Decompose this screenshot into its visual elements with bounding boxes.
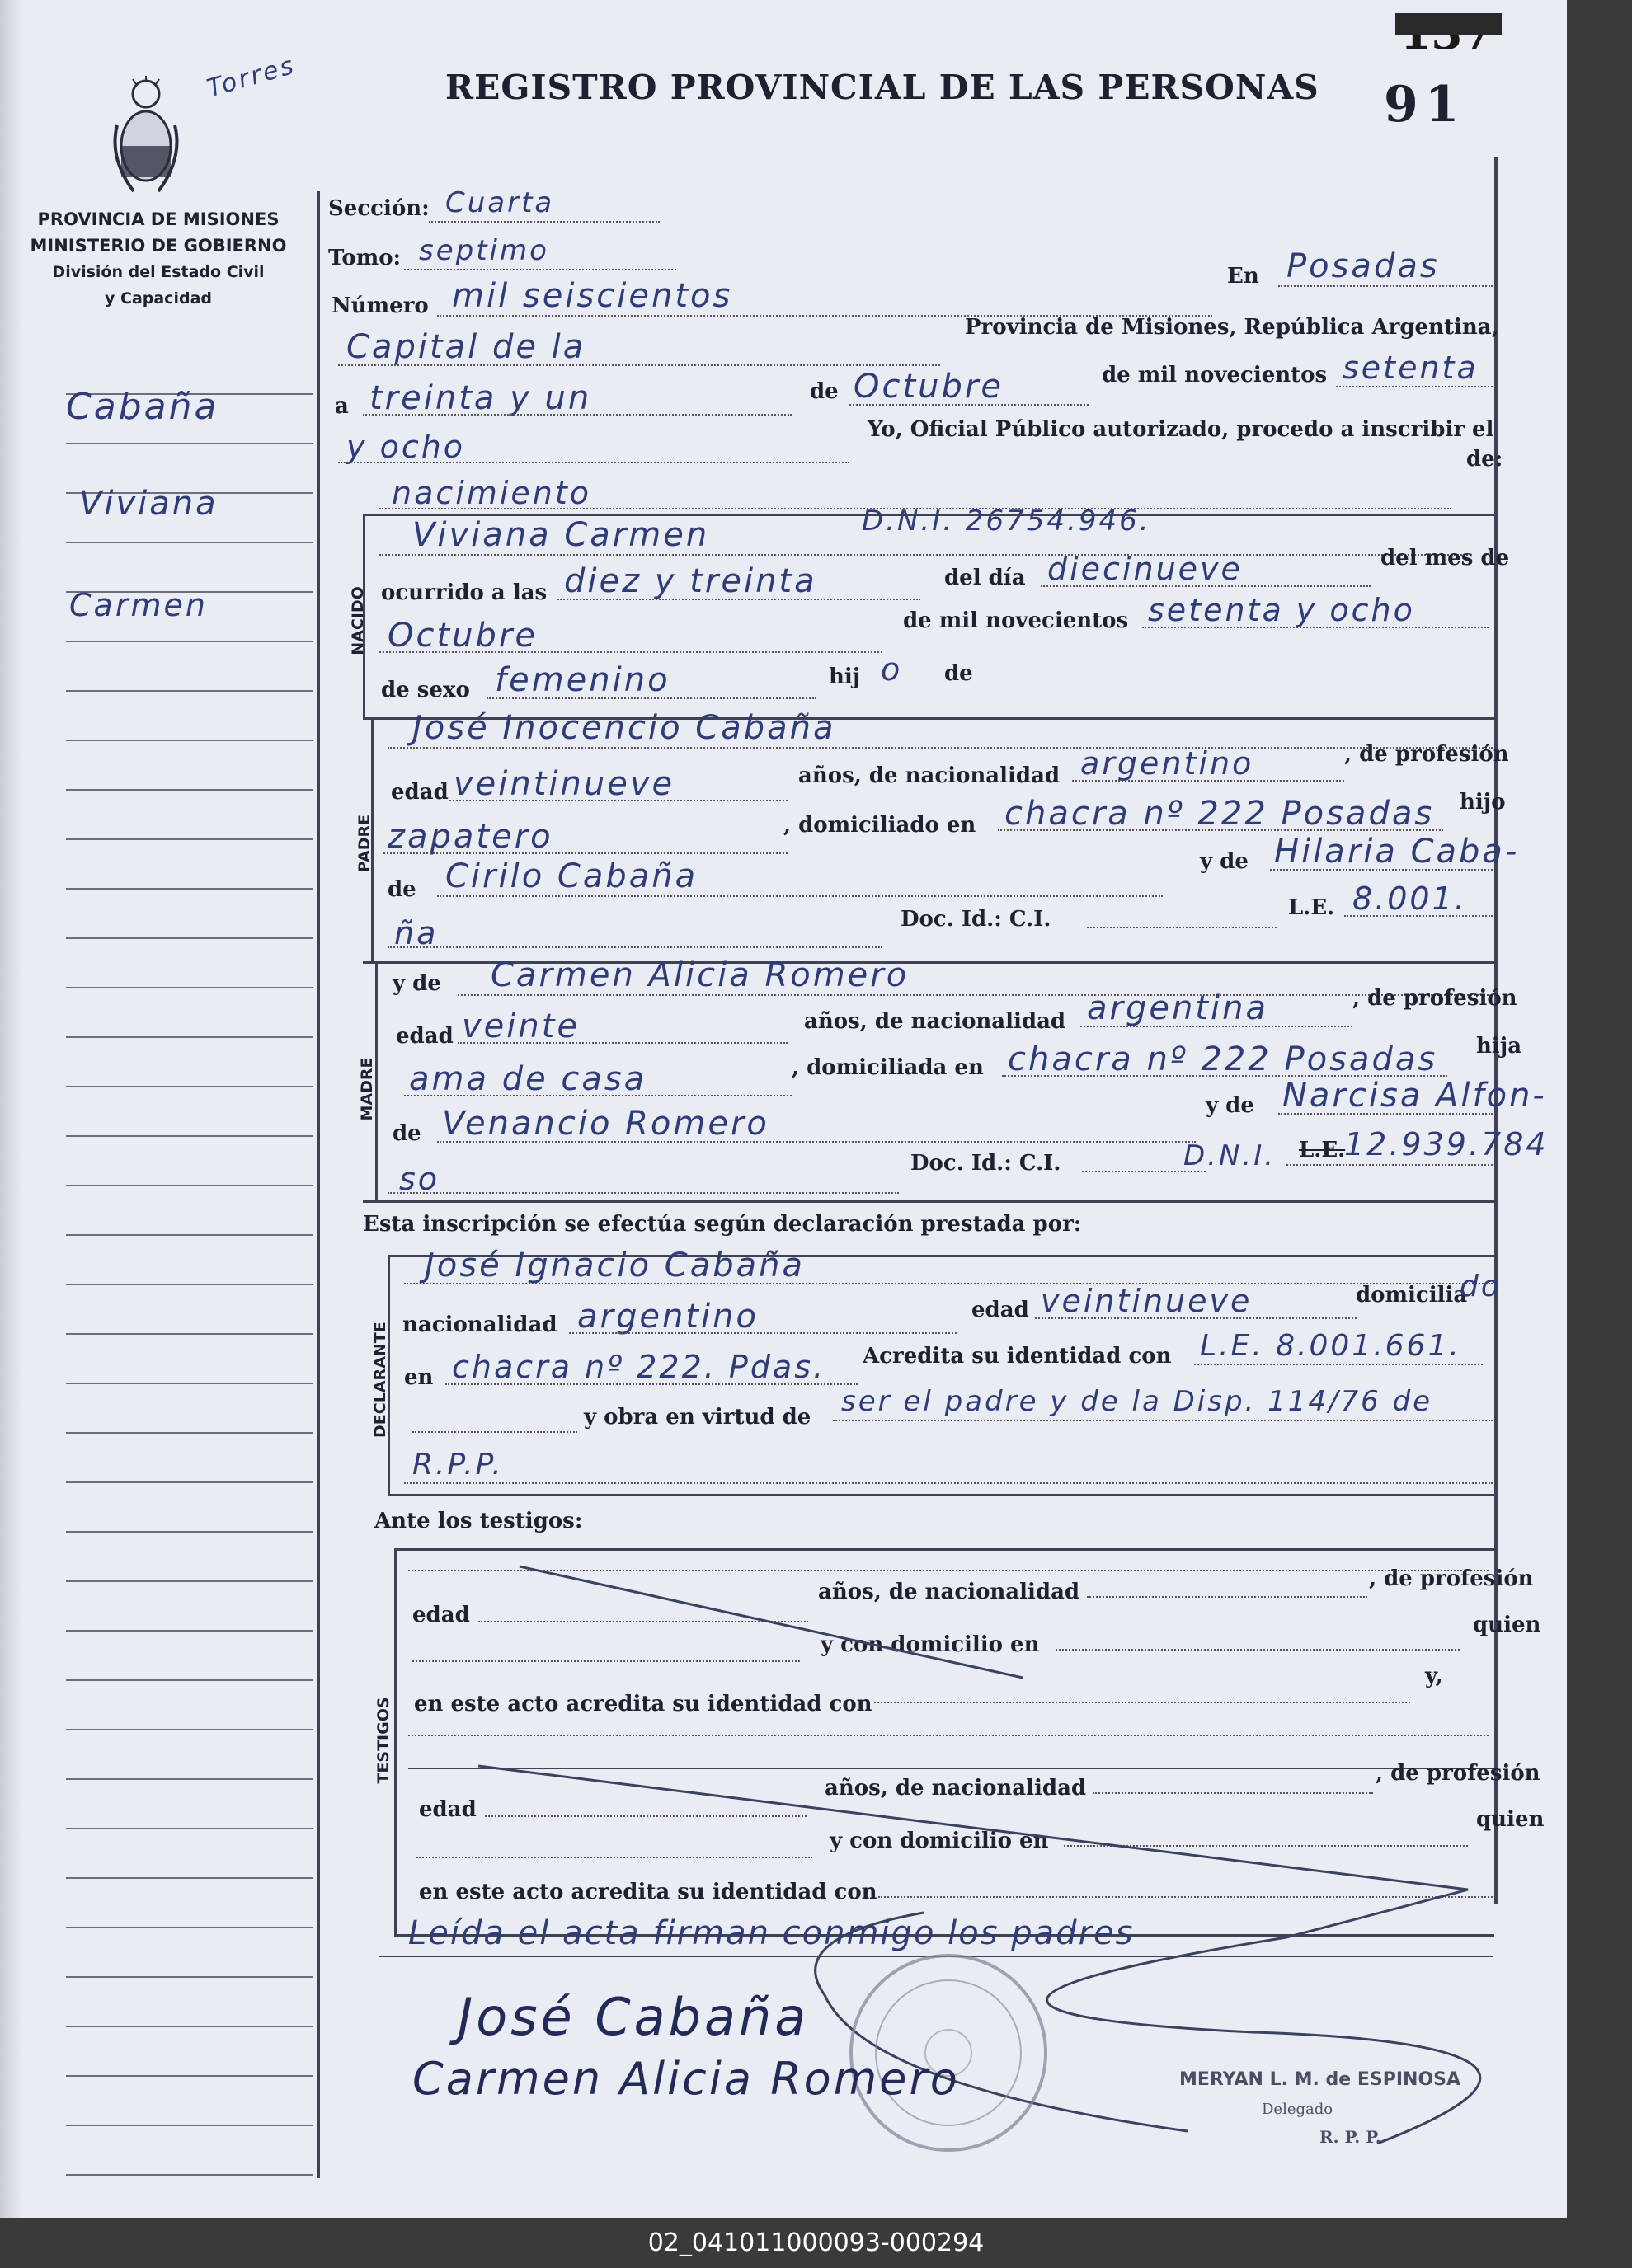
declarante-address: chacra nº 222. Pdas. [452,1349,826,1385]
declarante-virtud: ser el padre y de la Disp. 114/76 de [841,1385,1433,1418]
declarante-acredita-label: Acredita su identidad con [863,1344,1172,1369]
madre-profesion-label: , de profesión [1352,986,1517,1011]
en-value: Posadas [1286,247,1440,285]
signature-mother: Carmen Alicia Romero [412,2053,960,2105]
declarante-domicilia-label: domicilia [1356,1283,1468,1308]
padre-age: veintinueve [454,765,675,803]
padre-yde-label: y de [1200,849,1249,874]
seccion-label: Sección: [328,196,430,221]
tomo-label: Tomo: [328,246,402,270]
sexo-label: de sexo [381,678,470,702]
testigo1-acredita-label: en este acto acredita su identidad con [414,1692,872,1716]
folio-number: 91 [1384,76,1466,134]
madre-de-label: de [393,1121,421,1146]
acto-value: nacimiento [392,475,592,511]
section-label-padre: PADRE [355,814,374,873]
madre-mother-name: Narcisa Alfon- [1282,1077,1547,1115]
testigo1-profesion-label: , de profesión [1369,1566,1534,1591]
margin-ruled-column [25,346,322,2193]
padre-le-number: 8.001. [1352,880,1467,917]
madre-name: Carmen Alicia Romero [491,956,910,994]
closing-statement: Leída el acta firman conmigo los padres [408,1914,1135,1952]
ante-testigos-label: Ante los testigos: [374,1509,583,1533]
madre-father-name: Venancio Romero [442,1105,769,1143]
declaracion-text: Esta inscripción se efectúa según declaración prestada por: [363,1212,1082,1237]
folio-number-crossed [1400,7,1493,59]
padre-anios-label: años, de nacionalidad [798,763,1061,788]
madre-profession: ama de casa [409,1060,647,1098]
margin-second-name: Carmen [69,587,208,623]
testigo1-anios-label: años, de nacionalidad [818,1580,1080,1604]
provincia-label: Provincia de Misiones, República Argentina, [965,315,1499,340]
margin-first-name: Viviana [79,485,219,523]
del-mes-label: del mes de [1380,546,1510,571]
padre-domicilio-label: , domiciliado en [783,813,976,838]
padre-address: chacra nº 222 Posadas [1004,795,1435,833]
declarante-age: veintinueve [1041,1283,1253,1319]
nacido-hour: diez y treinta [564,562,817,600]
tomo-value: septimo [419,234,549,267]
testigo2-acredita-label: en este acto acredita su identidad con [419,1880,877,1904]
nacido-sex: femenino [495,661,670,699]
testigo2-edad-label: edad [419,1797,477,1822]
padre-edad-label: edad [391,780,449,805]
testigo2-domicilio-label: y con domicilio en [830,1829,1049,1853]
testigo1-quien-label: quien [1473,1613,1541,1637]
signature-father: José Cabaña [458,1987,810,2047]
nacido-mil-label: de mil novecientos [903,608,1129,633]
section-label-madre: MADRE [358,1057,376,1121]
madre-document-number: 12.939.784 [1344,1126,1549,1162]
registry-year-b: y ocho [346,429,466,465]
testigo1-edad-label: edad [412,1603,470,1627]
de-colon-label: de: [1466,447,1503,472]
seccion-value: Cuarta [445,186,555,219]
nacido-de-label: de [944,661,973,686]
registry-day: treinta y un [369,379,592,417]
madre-age: veinte [462,1007,581,1045]
official-name-stamp: MERYAN L. M. de ESPINOSA [1179,2069,1461,2090]
section-label-declarante: DECLARANTE [371,1322,389,1438]
frame-left-line [317,191,320,2178]
official-title: Delegado [1262,2101,1333,2118]
nacido-month: Octubre [388,617,538,655]
madre-dni-label: D.N.I. [1183,1139,1277,1172]
de-label: de [810,379,839,404]
padre-hijo-label: hijo [1460,790,1506,815]
madre-doc-label: Doc. Id.: C.I. [910,1151,1061,1176]
hijo-label: hij [829,664,861,689]
padre-father-name: Cirilo Cabaña [445,857,698,895]
padre-le-label: L.E. [1288,895,1335,920]
madre-hija-label: hija [1476,1034,1522,1059]
madre-edad-label: edad [396,1024,454,1049]
testigo1-domicilio-label: y con domicilio en [821,1632,1040,1657]
padre-de-label: de [388,877,416,902]
ocurrido-label: ocurrido a las [381,580,548,605]
nacido-dni: D.N.I. 26754.946. [862,505,1151,538]
anio-label: de mil novecientos [1102,363,1328,387]
madre-anios-label: años, de nacionalidad [804,1009,1066,1034]
hijo-suffix: o [881,651,903,688]
madre-le-crossed-label: L.E. [1299,1138,1346,1162]
nacido-year: setenta y ocho [1148,592,1415,628]
section-label-nacido: NACIDO [349,586,367,655]
registry-month: Octubre [854,368,1004,406]
declarante-nacionalidad-label: nacionalidad [402,1312,557,1337]
nacido-name: Viviana Carmen [412,516,710,554]
oficial-label: Yo, Oficial Público autorizado, procedo a inscribir el [868,417,1494,442]
declarante-nationality: argentino [577,1298,759,1336]
issuing-office: PROVINCIA DE MISIONES MINISTERIO DE GOBIERNO División del Estado Civil y Capacidad [30,209,287,308]
padre-profession: zapatero [388,818,553,856]
padre-name: José Inocencio Cabaña [412,709,836,747]
madre-nationality: argentina [1087,989,1268,1027]
declarante-obra-label: y obra en virtud de [584,1405,811,1430]
official-office: R. P. P. [1319,2127,1381,2147]
margin-annotation-name: Torres [204,50,299,104]
madre-yde-label: y de [393,971,441,996]
declarante-virtud-cont: R.P.P. [412,1448,504,1481]
testigo2-anios-label: años, de nacionalidad [825,1776,1087,1801]
margin-surname: Cabaña [66,386,219,428]
coat-of-arms-emblem [109,76,183,200]
a-label: a [335,394,349,419]
madre-address: chacra nº 222 Posadas [1008,1040,1438,1078]
declarante-edad-label: edad [971,1298,1029,1322]
numero-value: mil seiscientos [452,277,733,315]
padre-mother-name-cont: ña [394,915,439,951]
padre-profesion-label: , de profesión [1344,742,1509,767]
declarante-document: L.E. 8.001.661. [1200,1329,1461,1363]
declarante-name: José Ignacio Cabaña [425,1247,805,1284]
capital-value: Capital de la [346,328,586,366]
padre-mother-name: Hilaria Caba- [1274,833,1520,871]
testigo1-y-label: y, [1425,1664,1443,1688]
declarante-domicilia-suffix: do [1460,1270,1502,1303]
madre-yde2-label: y de [1206,1093,1254,1118]
numero-label: Número [332,293,429,318]
testigo2-quien-label: quien [1476,1807,1545,1832]
declarante-en-label: en [404,1365,434,1390]
madre-mother-name-cont: so [399,1161,440,1197]
registry-year-a: setenta [1343,350,1479,386]
image-code-caption: 02_041011000093-000294 [647,2228,985,2257]
del-dia-label: del día [944,566,1026,590]
padre-doc-label: Doc. Id.: C.I. [901,907,1051,932]
testigo2-profesion-label: , de profesión [1376,1761,1540,1786]
en-label: En [1227,264,1259,289]
padre-nationality: argentino [1080,745,1254,782]
madre-domicilio-label: , domiciliada en [792,1055,984,1080]
section-label-testigos: TESTIGOS [374,1697,393,1784]
nacido-day: diecinueve [1047,551,1243,587]
document-title: REGISTRO PROVINCIAL DE LAS PERSONAS [445,68,1319,107]
